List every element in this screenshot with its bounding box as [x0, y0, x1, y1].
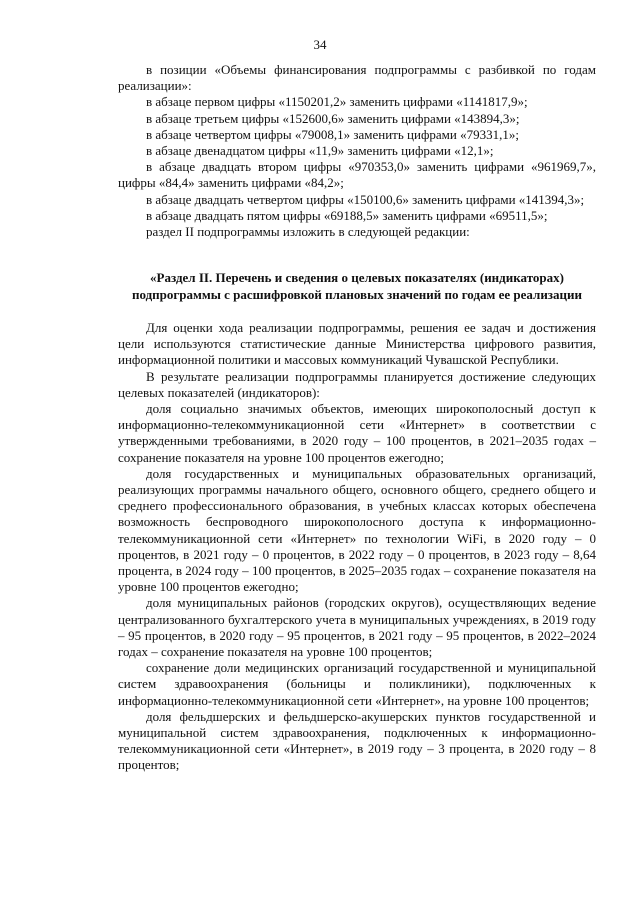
body-paragraph: доля социально значимых объектов, имеющих широкополосный доступ к информационно-телекоммуникационной сети «Интернет» в соответствии с утвержденными требованиями, в 2020 году – 100 процентов, в 2021–2035 годах – сохранение показателя на уровне 100 процентов ежегодно;	[118, 401, 596, 465]
amendment-item: в абзаце первом цифры «1150201,2» заменить цифрами «1141817,9»;	[146, 94, 528, 110]
amendment-item: в абзаце двадцать втором цифры «970353,0» заменить цифрами «961969,7», цифры «84,4» заменить цифрами «84,2»;	[118, 159, 596, 191]
amendment-item: в позиции «Объемы финансирования подпрограммы с разбивкой по годам реализации»:	[118, 62, 596, 94]
section-heading: «Раздел II. Перечень и сведения о целевых показателях (индикаторах) подпрограммы с расшифровкой плановых значений по годам ее реализации	[131, 270, 583, 302]
amendment-item: в абзаце двенадцатом цифры «11,9» заменить цифрами «12,1»;	[146, 143, 494, 159]
body-paragraph: сохранение доли медицинских организаций государственной и муниципальной систем здравоохранения (больницы и поликлиники), подключенных к информационно-телекоммуникационной сети «Интернет», на уровне 100 процентов;	[118, 660, 596, 708]
amendments-block	[118, 62, 596, 240]
amendment-item: в абзаце четвертом цифры «79008,1» заменить цифрами «79331,1»;	[146, 126, 519, 142]
body-block	[118, 320, 596, 774]
body-paragraph: доля муниципальных районов (городских округов), осуществляющих ведение централизованного бухгалтерского учета в муниципальных учреждениях, в 2019 году – 95 процентов, в 2020 году – 95 процентов, в 2021 году – 95 процентов, в 2022–2024 годах – сохранение показателя на уровне 100 процентов;	[118, 595, 596, 660]
amendment-item: в абзаце третьем цифры «152600,6» заменить цифрами «143894,3»;	[146, 110, 520, 126]
body-paragraph: Для оценки хода реализации подпрограммы, решения ее задач и достижения цели используются статистические данные Министерства цифрового развития, информационной политики и массовых коммуникаций Чувашской Республики.	[118, 320, 596, 368]
page-number: 34	[313, 37, 327, 52]
section-heading-block	[118, 270, 596, 303]
body-paragraph: доля государственных и муниципальных образовательных организаций, реализующих программы начального общего, основного общего, среднего общего и среднего профессионального образования, в учебных классах которых обеспечена возможность беспроводного широкополосного доступа к информационно-телекоммуникационной сети «Интернет» по технологии WiFi, в 2020 году – 0 процентов, в 2021 году – 0 процентов, в 2022 году – 0 процентов, в 2023 году – 8,64 процента, в 2024 году – 100 процентов, в 2025–2035 годах – сохранение показателя на уровне 100 процентов ежегодно;	[118, 465, 596, 595]
amendment-item: раздел II подпрограммы изложить в следующей редакции:	[146, 224, 470, 240]
amendment-item: в абзаце двадцать четвертом цифры «150100,6» заменить цифрами «141394,3»;	[146, 191, 585, 207]
body-paragraph: доля фельдшерских и фельдшерско-акушерских пунктов государственной и муниципальной систем здравоохранения, подключенных к информационно-телекоммуникационной сети «Интернет», в 2019 году – 3 процента, в 2020 году – 8 процентов;	[118, 708, 596, 773]
body-paragraph: В результате реализации подпрограммы планируется достижение следующих целевых показателей (индикаторов):	[118, 368, 596, 400]
amendment-item: в абзаце двадцать пятом цифры «69188,5» заменить цифрами «69511,5»;	[146, 207, 548, 223]
